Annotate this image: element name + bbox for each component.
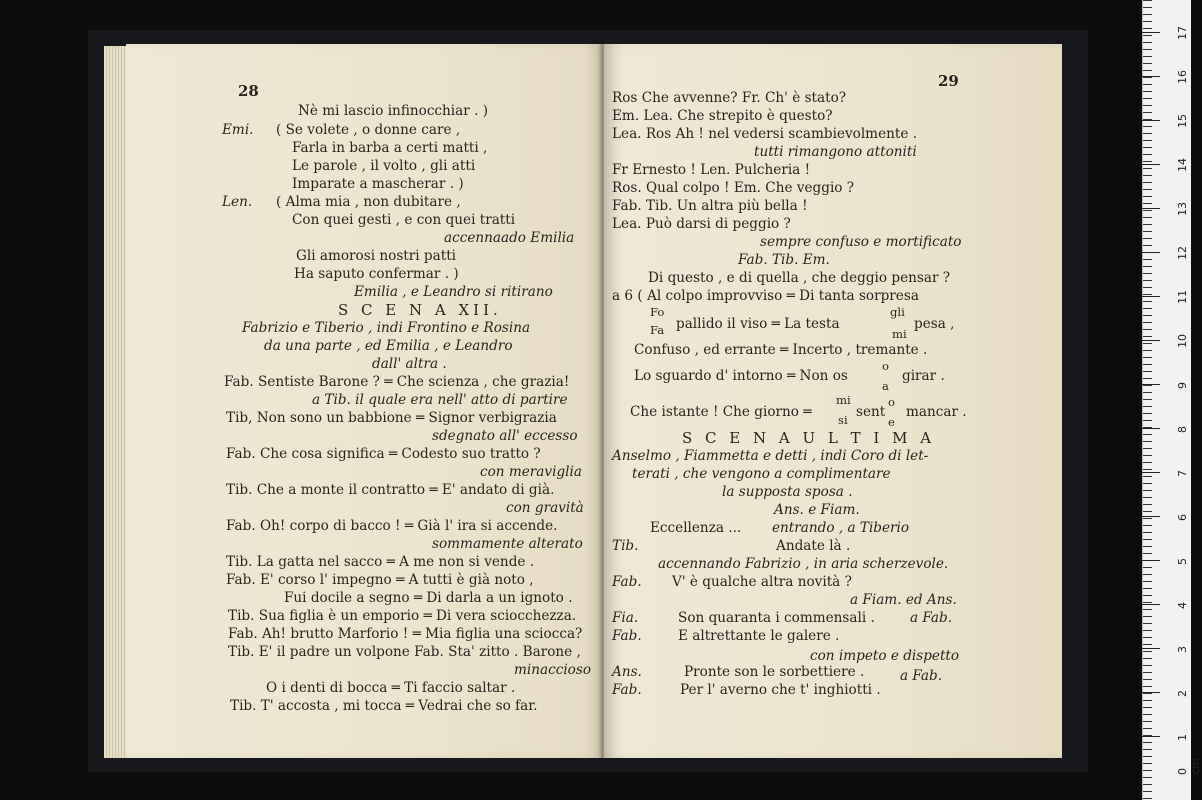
stage-direction: con gravità bbox=[506, 500, 584, 516]
stage-direction: accennaado Emilia bbox=[444, 230, 575, 246]
text-line: O i denti di bocca ═ Ti faccio saltar . bbox=[266, 680, 516, 696]
text-line: a 6 ( Al colpo improvviso ═ Di tanta sorpresa bbox=[612, 288, 919, 304]
text-line: Lo sguardo d' intorno ═ Non os bbox=[634, 368, 848, 384]
ruler-label: 16 bbox=[1176, 70, 1189, 84]
ruler-label: 15 bbox=[1176, 114, 1189, 128]
stage-direction: da una parte , ed Emilia , e Leandro bbox=[264, 338, 513, 354]
speaker-label: Fab. bbox=[612, 628, 642, 644]
ruler-label: 9 bbox=[1176, 382, 1189, 389]
text-line: Fab. Ah! brutto Marforio ! ═ Mia figlia una sciocca? bbox=[228, 626, 583, 642]
stage-direction: a Tib. il quale era nell' atto di partire bbox=[312, 392, 568, 408]
ruler-major-tick bbox=[1142, 120, 1160, 121]
text-line: Tib. La gatta nel sacco ═ A me non si vende . bbox=[226, 554, 535, 570]
speaker-label: Ans. bbox=[612, 664, 642, 680]
ruler-major-tick bbox=[1142, 296, 1160, 297]
text-line: Ha saputo confermar . ) bbox=[294, 266, 459, 282]
text-line: Farla in barba a certi matti , bbox=[292, 140, 488, 156]
scene-heading: S C E N A U L T I M A bbox=[682, 429, 936, 447]
stacked-pronoun: gli bbox=[890, 305, 905, 319]
text-line: Andate là . bbox=[776, 538, 851, 554]
stage-direction: con impeto e dispetto bbox=[810, 648, 960, 664]
text-line: ( Alma mia , non dubitare , bbox=[276, 194, 461, 210]
stage-direction: minaccioso bbox=[514, 662, 592, 678]
text-line: Tib. T' accosta , mi tocca ═ Vedrai che so far. bbox=[230, 698, 538, 714]
text-line: Fab. Oh! corpo di bacco ! ═ Già l' ira si accende. bbox=[226, 518, 558, 534]
text-line: Di questo , e di quella , che deggio pensar ? bbox=[648, 270, 951, 286]
speaker-label: Fab. bbox=[612, 682, 642, 698]
stage-direction: a Fab. bbox=[910, 610, 953, 626]
ruler-major-tick bbox=[1142, 164, 1160, 165]
text-line: Le parole , il volto , gli atti bbox=[292, 158, 476, 174]
ruler-label: 3 bbox=[1176, 646, 1189, 653]
stacked-ending: e bbox=[888, 415, 895, 429]
ruler-label: 17 bbox=[1176, 26, 1189, 40]
scene-heading: S C E N A XII. bbox=[338, 301, 502, 319]
page-number: 29 bbox=[938, 72, 959, 90]
text-line: Ros Che avvenne? Fr. Ch' è stato? bbox=[612, 90, 847, 106]
stage-direction: Ans. e Fiam. bbox=[774, 502, 860, 518]
ruler-major-tick bbox=[1142, 692, 1160, 693]
speaker-label: Emi. bbox=[222, 122, 254, 138]
ruler-major-tick bbox=[1142, 428, 1160, 429]
stage-direction: a Fab. bbox=[900, 668, 943, 684]
stage-direction: Anselmo , Fiammetta e detti , indi Coro di let- bbox=[612, 448, 929, 464]
stage-direction: tutti rimangono attoniti bbox=[754, 144, 917, 160]
text-line: Ros. Qual colpo ! Em. Che veggio ? bbox=[612, 180, 855, 196]
ruler-major-tick bbox=[1142, 384, 1160, 385]
stage-direction: sdegnato all' eccesso bbox=[432, 428, 578, 444]
text-line: pesa , bbox=[914, 316, 955, 332]
stacked-ending: o bbox=[882, 359, 889, 373]
text-line: Tib. Sua figlia è un emporio ═ Di vera sciocchezza. bbox=[228, 608, 577, 624]
text-line: Fab. Sentiste Barone ? ═ Che scienza , che grazia! bbox=[224, 374, 570, 390]
text-line: Con quei gesti , e con quei tratti bbox=[292, 212, 516, 228]
stage-direction: sempre confuso e mortificato bbox=[760, 234, 962, 250]
speaker-label: Len. bbox=[222, 194, 253, 210]
stage-direction: Fab. Tib. Em. bbox=[738, 252, 830, 268]
speaker-label: Fia. bbox=[612, 610, 639, 626]
ruler-label: 1 bbox=[1176, 734, 1189, 741]
text-line: Imparate a mascherar . ) bbox=[292, 176, 464, 192]
left-page bbox=[126, 44, 604, 758]
text-line: sent bbox=[856, 404, 886, 420]
stacked-ending: o bbox=[888, 395, 895, 409]
ruler-label: 13 bbox=[1176, 202, 1189, 216]
right-page bbox=[604, 44, 1062, 758]
text-line: Lea. Può darsi di peggio ? bbox=[612, 216, 791, 232]
ruler-label: 12 bbox=[1176, 246, 1189, 260]
ruler-major-tick bbox=[1142, 208, 1160, 209]
text-line: Eccellenza ... bbox=[650, 520, 742, 536]
text-line: Pronte son le sorbettiere . bbox=[684, 664, 865, 680]
text-line: Tib. E' il padre un volpone Fab. Sta' zitto . Barone , bbox=[228, 644, 581, 660]
ruler-label: 6 bbox=[1176, 514, 1189, 521]
stage-direction: terati , che vengono a complimentare bbox=[632, 466, 891, 482]
text-line: Fab. Tib. Un altra più bella ! bbox=[612, 198, 808, 214]
text-line: Tib, Non sono un babbione ═ Signor verbigrazia bbox=[226, 410, 557, 426]
speaker-label: Fab. bbox=[612, 574, 642, 590]
ruler-label: 5 bbox=[1176, 558, 1189, 565]
stage-direction: Emilia , e Leandro si ritirano bbox=[354, 284, 553, 300]
text-line: mancar . bbox=[906, 404, 967, 420]
ruler-major-tick bbox=[1142, 252, 1160, 253]
stacked-pronoun: mi bbox=[892, 327, 907, 341]
stacked-pronoun: si bbox=[838, 413, 848, 427]
ruler-label: 10 bbox=[1176, 334, 1189, 348]
ruler-major-tick bbox=[1142, 516, 1160, 517]
ruler-major-tick bbox=[1142, 560, 1160, 561]
stage-direction: a Fiam. ed Ans. bbox=[850, 592, 957, 608]
ruler-label: 14 bbox=[1176, 158, 1189, 172]
stage-direction: la supposta sposa . bbox=[722, 484, 853, 500]
stacked-prefix: Fo bbox=[650, 305, 665, 319]
text-line: Fr Ernesto ! Len. Pulcheria ! bbox=[612, 162, 811, 178]
ruler-major-tick bbox=[1142, 472, 1160, 473]
ruler-major-tick bbox=[1142, 604, 1160, 605]
text-line: Lea. Ros Ah ! nel vedersi scambievolmente . bbox=[612, 126, 918, 142]
ruler-label: 0 cm bbox=[1176, 758, 1202, 775]
text-line: ( Se volete , o donne care , bbox=[276, 122, 461, 138]
stacked-pronoun: mi bbox=[836, 393, 851, 407]
ruler-major-tick bbox=[1142, 340, 1160, 341]
text-line: Confuso , ed errante ═ Incerto , tremante . bbox=[634, 342, 928, 358]
ruler-major-tick bbox=[1142, 32, 1160, 33]
ruler-major-tick bbox=[1142, 736, 1160, 737]
text-line: Gli amorosi nostri patti bbox=[296, 248, 457, 264]
speaker-label: Tib. bbox=[612, 538, 639, 554]
stacked-prefix: Fa bbox=[650, 323, 665, 337]
text-line: E altrettante le galere . bbox=[678, 628, 840, 644]
text-line: Em. Lea. Che strepito è questo? bbox=[612, 108, 833, 124]
text-line: Che istante ! Che giorno ═ bbox=[630, 404, 812, 420]
stacked-ending: a bbox=[882, 379, 889, 393]
stage-direction: sommamente alterato bbox=[432, 536, 583, 552]
stage-direction: Fabrizio e Tiberio , indi Frontino e Rosina bbox=[242, 320, 531, 336]
ruler-label: 2 bbox=[1176, 690, 1189, 697]
ruler-label: 7 bbox=[1176, 470, 1189, 477]
stage-direction: con meraviglia bbox=[480, 464, 582, 480]
page-number: 28 bbox=[238, 82, 259, 100]
text-line: Per l' averno che t' inghiotti . bbox=[680, 682, 881, 698]
ruler-label: 11 bbox=[1176, 290, 1189, 304]
text-line: Nè mi lascio infinocchiar . ) bbox=[298, 103, 489, 119]
text-line: pallido il viso ═ La testa bbox=[676, 316, 840, 332]
stage-direction: entrando , a Tiberio bbox=[772, 520, 910, 536]
text-line: Tib. Che a monte il contratto ═ E' andato di già. bbox=[226, 482, 555, 498]
text-line: V' è qualche altra novità ? bbox=[672, 574, 852, 590]
ruler-major-tick bbox=[1142, 76, 1160, 77]
stage-direction: dall' altra . bbox=[372, 356, 447, 372]
ruler-major-tick bbox=[1142, 648, 1160, 649]
ruler-label: 4 bbox=[1176, 602, 1189, 609]
text-line: Son quaranta i commensali . bbox=[678, 610, 875, 626]
ruler-label: 8 bbox=[1176, 426, 1189, 433]
stage-direction: accennando Fabrizio , in aria scherzevole. bbox=[658, 556, 949, 572]
text-line: Fab. Che cosa significa ═ Codesto suo tratto ? bbox=[226, 446, 541, 462]
text-line: Fab. E' corso l' impegno ═ A tutti è già noto , bbox=[226, 572, 534, 588]
text-line: girar . bbox=[902, 368, 945, 384]
text-line: Fui docile a segno ═ Di darla a un ignoto . bbox=[284, 590, 573, 606]
